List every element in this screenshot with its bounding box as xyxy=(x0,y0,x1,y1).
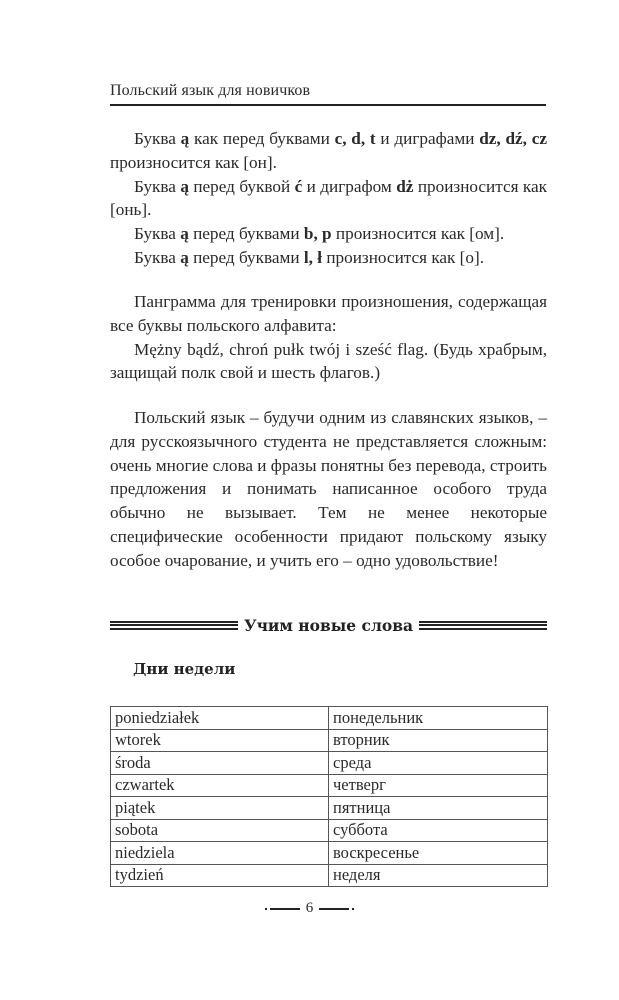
vocab-table xyxy=(110,706,548,887)
russian-word-cell: пятница xyxy=(329,797,548,820)
text-run: Буква xyxy=(134,247,181,267)
table-row xyxy=(111,864,548,887)
russian-word-cell: неделя xyxy=(329,864,548,887)
russian-word-cell: воскресенье xyxy=(329,842,548,865)
polish-word-cell: poniedziałek xyxy=(111,707,329,730)
header-rule xyxy=(110,104,546,106)
text-run: перед буквами xyxy=(188,247,304,267)
bold-letter-run: l, ł xyxy=(303,247,323,267)
decorative-rule-right xyxy=(419,621,547,630)
section-heading xyxy=(110,612,547,638)
text-run: Буква xyxy=(134,224,181,244)
rule-paragraph xyxy=(110,175,547,223)
bold-letter-run: ć xyxy=(294,176,303,196)
text-run: произносится как [о]. xyxy=(322,247,485,267)
table-row xyxy=(111,774,548,797)
polish-word-cell: niedziela xyxy=(111,842,329,865)
text-run: произносится как [ом]. xyxy=(331,224,505,244)
bold-letter-run: b, p xyxy=(303,224,332,244)
bold-letter-run: ą xyxy=(180,224,189,244)
table-row xyxy=(111,729,548,752)
text-run: произносится как [он]. xyxy=(110,152,277,172)
polish-word-cell: piątek xyxy=(111,797,329,820)
table-row xyxy=(111,819,548,842)
russian-word-cell: среда xyxy=(329,752,548,775)
text-run: Буква xyxy=(134,129,181,148)
polish-word-cell: środa xyxy=(111,752,329,775)
bold-letter-run: dż xyxy=(396,176,414,196)
bold-letter-run: dz, dź, cz xyxy=(479,129,547,148)
polish-language-block xyxy=(110,406,547,573)
letter-rules-block xyxy=(110,127,547,270)
bold-letter-run: ą xyxy=(180,176,189,196)
polish-word-cell: sobota xyxy=(111,819,329,842)
folio-rule-right xyxy=(319,908,349,910)
text-run: и диграфами xyxy=(375,129,480,148)
text-run: перед буквой xyxy=(188,176,295,196)
polish-word-cell: czwartek xyxy=(111,774,329,797)
russian-word-cell: четверг xyxy=(329,774,548,797)
rule-paragraph xyxy=(110,222,547,246)
russian-word-cell: суббота xyxy=(329,819,548,842)
bold-letter-run: c, d, t xyxy=(334,129,376,148)
page-number-footer xyxy=(0,900,619,917)
polish-word-cell: wtorek xyxy=(111,729,329,752)
running-head: Польский язык для новичков xyxy=(110,82,311,99)
russian-word-cell: понедельник xyxy=(329,707,548,730)
bold-letter-run: ą xyxy=(180,129,190,148)
polish-word-cell: tydzień xyxy=(111,864,329,887)
table-row xyxy=(111,842,548,865)
text-run: как перед буквами xyxy=(189,129,335,148)
pangram-block xyxy=(110,290,547,385)
russian-word-cell: вторник xyxy=(329,729,548,752)
pangram-text: Mężny bądź, chroń pułk twój i sześć flag. (Будь храбрым, защищай полк свой и шесть флагов.) xyxy=(110,339,547,383)
table-row xyxy=(111,707,548,730)
subheading-days-of-week: Дни недели xyxy=(133,660,236,678)
polish-language-paragraph: Польский язык – будучи одним из славянских языков, – для русскоязычного студента не представляется сложным: очень многие слова и фразы понятны без перевода, строить предложения и понимать написанное особого труда обычно не вызывает. Тем не менее некоторые специфические особенности придают польскому языку особое очарование, и учить его – одно удовольствие! xyxy=(110,408,547,570)
table-row xyxy=(111,752,548,775)
bold-letter-run: ą xyxy=(180,247,189,267)
rule-paragraph xyxy=(110,246,547,270)
rule-paragraph xyxy=(110,127,547,175)
table-row xyxy=(111,797,548,820)
page-number: 6 xyxy=(305,900,314,916)
text-run: и диграфом xyxy=(302,176,397,196)
text-run: произносится как [онь]. xyxy=(110,176,547,220)
text-run: перед буквами xyxy=(188,224,304,244)
section-title: Учим новые слова xyxy=(243,615,414,635)
decorative-rule-left xyxy=(110,621,238,630)
pangram-intro: Панграмма для тренировки произношения, содержащая все буквы польского алфавита: xyxy=(110,292,547,335)
text-run: Буква xyxy=(134,176,181,196)
folio-rule-left xyxy=(270,908,300,910)
